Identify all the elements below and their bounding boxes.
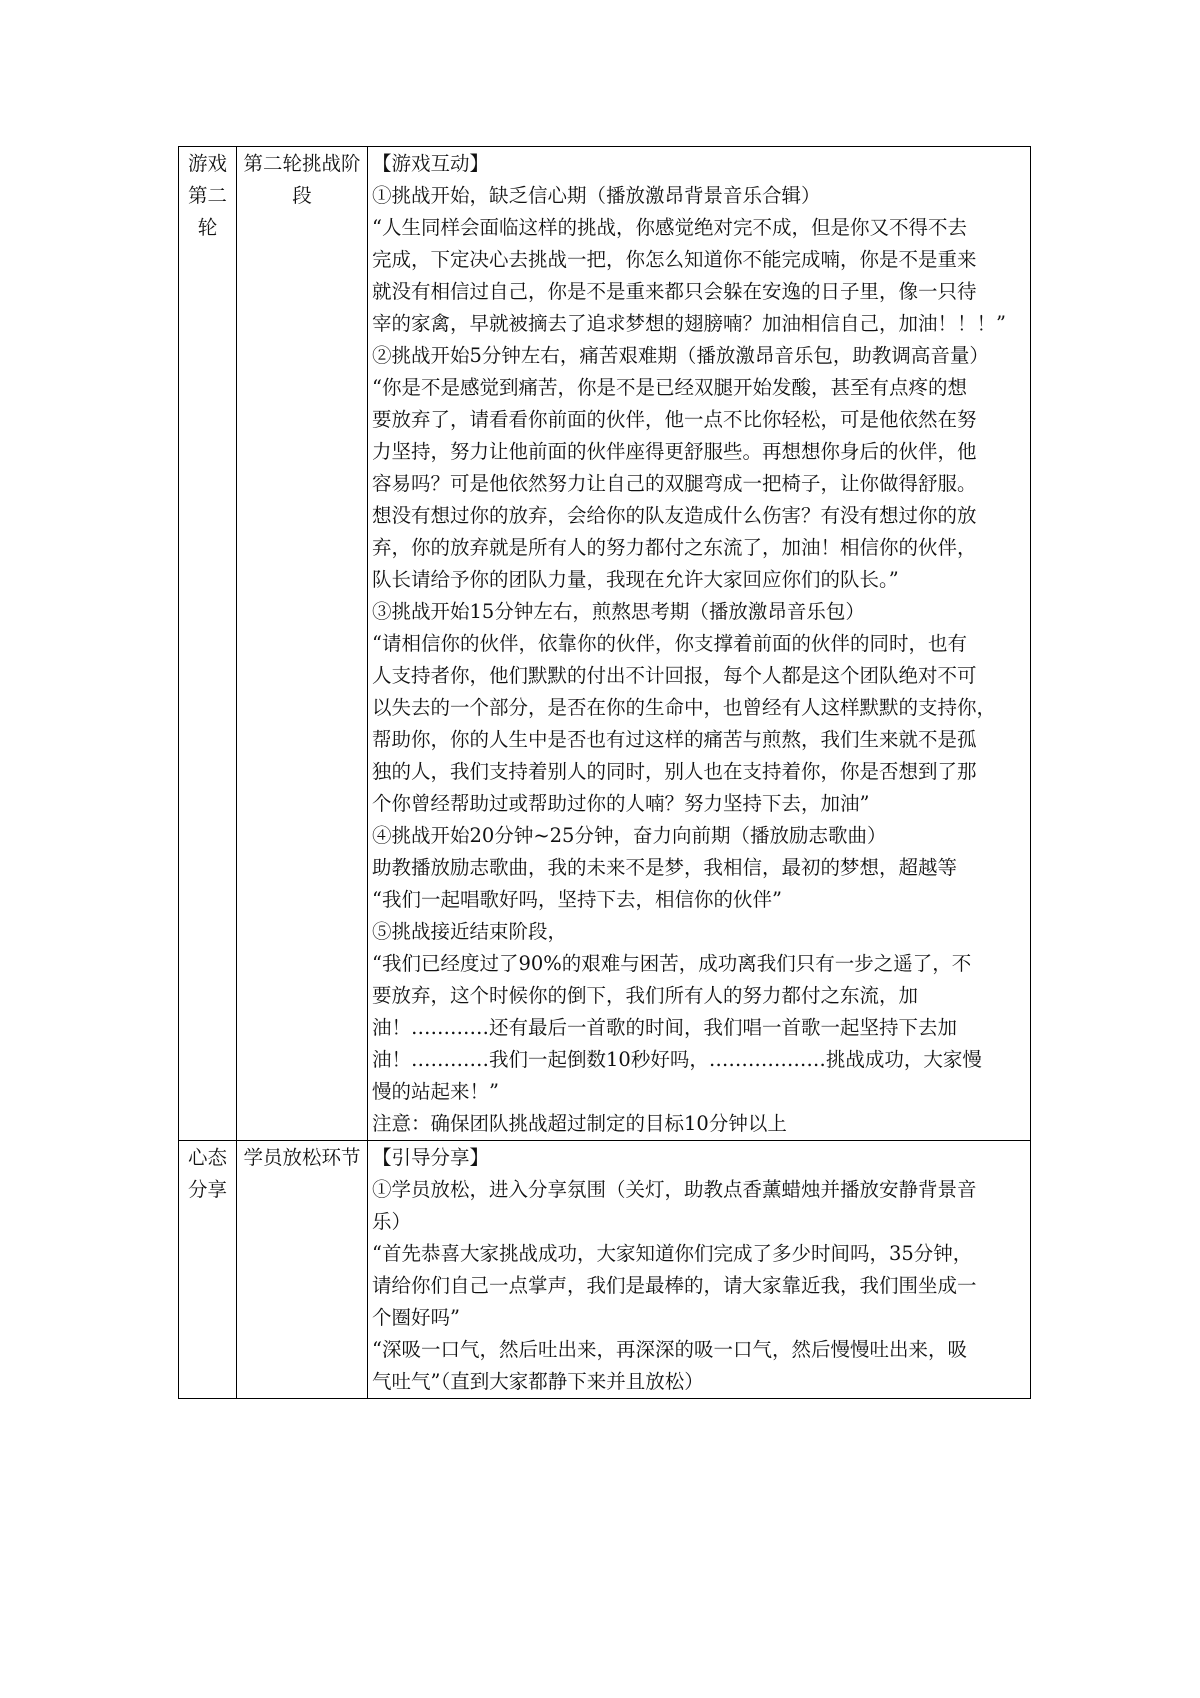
content-line: 个圈好吗”	[372, 1306, 460, 1329]
content-line: 个你曾经帮助过或帮助过你的人喃？努力坚持下去，加油”	[372, 792, 870, 815]
content-line: ①学员放松，进入分享氛围（关灯，助教点香薰蜡烛并播放安静背景音	[372, 1178, 977, 1201]
content-line: “我们一起唱歌好吗，坚持下去，相信你的伙伴”	[372, 888, 782, 911]
content-line: ②挑战开始5分钟左右，痛苦艰难期（播放激昂音乐包，助教调高音量）	[372, 344, 989, 367]
content-line: “请相信你的伙伴，依靠你的伙伴，你支撑着前面的伙伴的同时，也有	[372, 632, 967, 655]
content-line: “人生同样会面临这样的挑战，你感觉绝对完不成，但是你又不得不去	[372, 216, 967, 239]
content-line: 独的人，我们支持着别人的同时，别人也在支持着你，你是否想到了那	[372, 760, 977, 783]
content-cell	[368, 1141, 1031, 1399]
content-line: 队长请给予你的团队力量，我现在允许大家回应你们的队长。”	[372, 568, 899, 591]
stage-cell: 心态分享	[179, 1141, 237, 1399]
content-line: 乐）	[372, 1210, 412, 1233]
table-body	[179, 147, 1031, 1399]
content-line: 注意：确保团队挑战超过制定的目标10分钟以上	[372, 1112, 787, 1135]
content-line: 【引导分享】	[372, 1146, 490, 1169]
table-row	[179, 1141, 1031, 1399]
content-line: 气吐气”（直到大家都静下来并且放松）	[372, 1370, 704, 1393]
content-line: 宰的家禽，早就被摘去了追求梦想的翅膀喃？加油相信自己，加油！！！”	[372, 312, 1006, 335]
content-lines	[372, 148, 1030, 1140]
content-line: 请给你们自己一点掌声，我们是最棒的，请大家靠近我，我们围坐成一	[372, 1274, 977, 1297]
content-line: 容易吗？可是他依然努力让自己的双腿弯成一把椅子，让你做得舒服。	[372, 472, 977, 495]
content-line: 完成，下定决心去挑战一把，你怎么知道你不能完成喃，你是不是重来	[372, 248, 977, 271]
lesson-plan-table	[178, 146, 1031, 1399]
content-line: “深吸一口气，然后吐出来，再深深的吸一口气，然后慢慢吐出来，吸	[372, 1338, 967, 1361]
content-line: 助教播放励志歌曲，我的未来不是梦，我相信，最初的梦想，超越等	[372, 856, 958, 879]
content-line: ①挑战开始，缺乏信心期（播放激昂背景音乐合辑）	[372, 184, 821, 207]
content-line: 油！…………我们一起倒数10秒好吗，………………挑战成功，大家慢	[372, 1048, 982, 1071]
content-line: 以失去的一个部分，是否在你的生命中，也曾经有人这样默默的支持你，	[372, 696, 997, 719]
content-line: 力坚持，努力让他前面的伙伴座得更舒服些。再想想你身后的伙伴，他	[372, 440, 977, 463]
content-line: “我们已经度过了90%的艰难与困苦，成功离我们只有一步之遥了，不	[372, 952, 972, 975]
content-line: 油！…………还有最后一首歌的时间，我们唱一首歌一起坚持下去加	[372, 1016, 958, 1039]
table-row	[179, 147, 1031, 1141]
content-line: 弃，你的放弃就是所有人的努力都付之东流了，加油！相信你的伙伴，	[372, 536, 977, 559]
content-line: 慢的站起来！”	[372, 1080, 499, 1103]
content-line: 帮助你，你的人生中是否也有过这样的痛苦与煎熬，我们生来就不是孤	[372, 728, 977, 751]
content-line: 要放弃了，请看看你前面的伙伴，他一点不比你轻松，可是他依然在努	[372, 408, 977, 431]
content-line: “你是不是感觉到痛苦，你是不是已经双腿开始发酸，甚至有点疼的想	[372, 376, 967, 399]
content-line: ⑤挑战接近结束阶段，	[372, 920, 568, 943]
content-line: ④挑战开始20分钟~25分钟，奋力向前期（播放励志歌曲）	[372, 824, 887, 847]
content-line: 就没有相信过自己，你是不是重来都只会躲在安逸的日子里，像一只待	[372, 280, 977, 303]
phase-cell: 学员放松环节	[237, 1141, 368, 1399]
content-line: “首先恭喜大家挑战成功，大家知道你们完成了多少时间吗，35分钟，	[372, 1242, 973, 1265]
content-line: ③挑战开始15分钟左右，煎熬思考期（播放激昂音乐包）	[372, 600, 865, 623]
phase-cell: 第二轮挑战阶段	[237, 147, 368, 1141]
content-lines	[372, 1142, 1030, 1398]
content-line: 想没有想过你的放弃，会给你的队友造成什么伤害？有没有想过你的放	[372, 504, 977, 527]
content-line: 人支持者你，他们默默的付出不计回报，每个人都是这个团队绝对不可	[372, 664, 977, 687]
content-cell	[368, 147, 1031, 1141]
stage-cell: 游戏第二轮	[179, 147, 237, 1141]
content-line: 要放弃，这个时候你的倒下，我们所有人的努力都付之东流，加	[372, 984, 919, 1007]
content-line: 【游戏互动】	[372, 152, 490, 175]
